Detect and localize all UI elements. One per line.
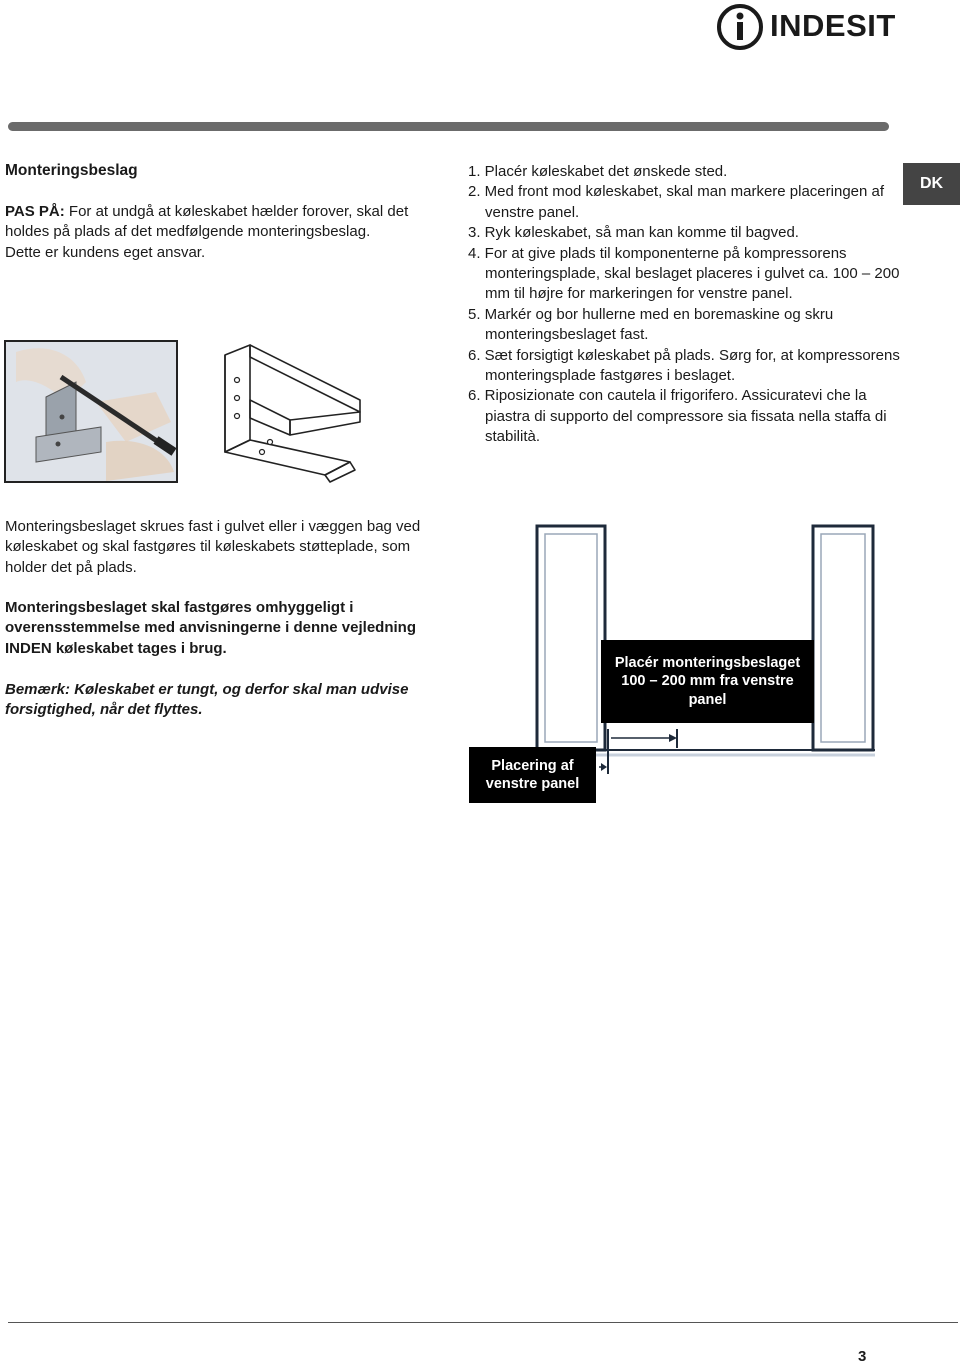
installation-photo: [4, 340, 178, 483]
warning-label: PAS PÅ:: [5, 203, 65, 220]
brand-name: INDESIT: [770, 8, 896, 43]
indesit-logo: [716, 2, 896, 52]
warning-block: [5, 202, 435, 263]
step-item: 3. Ryk køleskabet, så man kan komme til bagved.: [468, 224, 799, 242]
warning-note: Dette er kundens eget ansvar.: [5, 243, 206, 261]
installation-steps: [468, 162, 908, 448]
important-paragraph: Monteringsbeslaget skal fastgøres omhyggeligt i overensstemmelse med anvisningerne i denne vejledning INDEN køleskabet tages i brug.: [5, 599, 416, 657]
step-item: 5. Markér og bor hullerne med en boremaskine og skru monteringsbeslaget fast.: [468, 305, 834, 344]
step-item: 1. Placér køleskabet det ønskede sted.: [468, 163, 728, 180]
step-item: 4. For at give plads til komponenterne på kompressorens monteringsplade, skal beslaget placeres i gulvet ca. 100 – 200 mm til højre for markeringen for venstre panel.: [468, 244, 900, 303]
note-paragraph: Bemærk: Køleskabet er tungt, og derfor skal man udvise forsigtighed, når det flyttes.: [5, 681, 409, 719]
panel-placement-callout: Placering af venstre panel: [469, 747, 596, 803]
brand-icon: [716, 2, 772, 52]
step-item: 6. Riposizionate con cautela il frigorifero. Assicuratevi che la piastra di supporto del compressore sia fissata nella staffa di stabilità.: [468, 387, 887, 446]
step-item: 2. Med front mod køleskabet, skal man markere placeringen af venstre panel.: [468, 183, 885, 221]
header-divider: [8, 122, 889, 131]
language-tab: DK: [903, 163, 960, 205]
bracket-drawing: [220, 340, 370, 485]
footer-divider: [8, 1322, 958, 1323]
step-item: 6. Sæt forsigtigt køleskabet på plads. Sørg for, at kompressorens monteringsplade fastgøres i beslaget.: [468, 346, 900, 385]
section-title: Monteringsbeslag: [5, 162, 138, 179]
bracket-placement-callout: Placér monteringsbeslaget 100 – 200 mm fra venstre panel: [601, 640, 814, 723]
warning-text: For at undgå at køleskabet hælder forover, skal det holdes på plads af det medfølgende monteringsbeslag.: [5, 203, 409, 241]
page-number: 3: [858, 1348, 867, 1365]
mounting-paragraph: Monteringsbeslaget skrues fast i gulvet eller i væggen bag ved køleskabet og skal fastgøres til køleskabets støtteplade, som holder det på plads.: [5, 518, 421, 576]
